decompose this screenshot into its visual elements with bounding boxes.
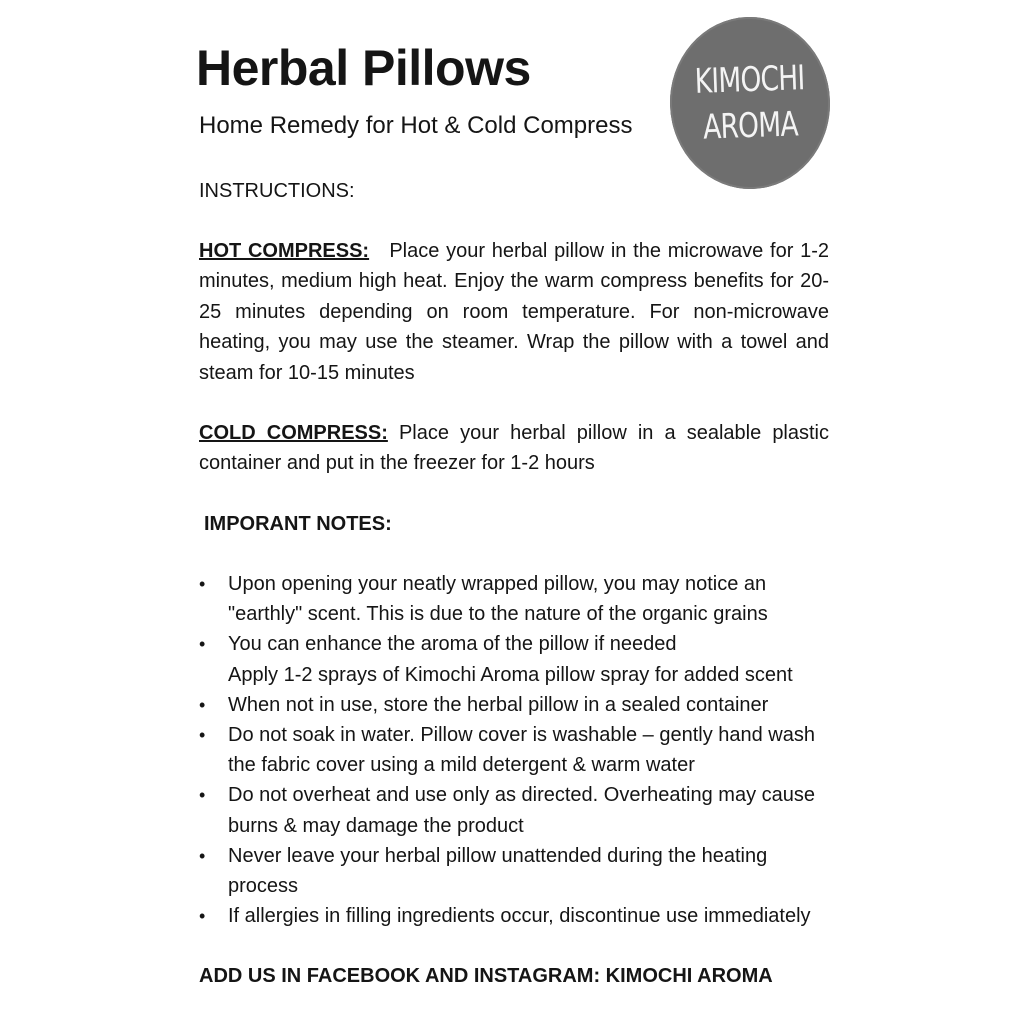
bullet-icon: • bbox=[199, 845, 206, 866]
note-line: Do not soak in water. Pillow cover is washable – gently hand wash bbox=[228, 724, 815, 747]
note-line: You can enhance the aroma of the pillow if needed bbox=[228, 633, 677, 656]
note-line: process bbox=[228, 875, 299, 898]
notes-list bbox=[199, 569, 839, 931]
note-line: Upon opening your neatly wrapped pillow, you may notice an bbox=[228, 573, 767, 595]
hot-compress-label: HOT COMPRESS: bbox=[199, 240, 370, 262]
kimochi-aroma-logo bbox=[667, 14, 833, 191]
list-item bbox=[199, 629, 839, 689]
cold-compress-paragraph bbox=[199, 418, 829, 479]
list-item bbox=[199, 569, 839, 629]
list-item bbox=[199, 720, 839, 780]
note-line: When not in use, store the herbal pillow in a sealed container bbox=[228, 693, 769, 716]
list-item bbox=[199, 780, 839, 840]
note-line: Do not overheat and use only as directed. Overheating may cause bbox=[228, 784, 816, 807]
notes-heading: IMPORANT NOTES: bbox=[204, 513, 392, 535]
note-line: If allergies in filling ingredients occur, discontinue use immediately bbox=[228, 905, 811, 928]
note-line: "earthly" scent. This is due to the nature of the organic grains bbox=[228, 603, 768, 626]
bullet-icon: • bbox=[199, 574, 206, 594]
bullet-icon: • bbox=[199, 694, 206, 715]
hot-compress-text: Place your herbal pillow in the microwave for 1-2 minutes, medium high heat. Enjoy the warm compress benefits for 20-25 minutes depending on room temperature. For non-microwave heating, you may use the steamer. Wrap the pillow with a towel and steam for 10-15 minutes bbox=[199, 240, 830, 384]
cold-compress-label: COLD COMPRESS: bbox=[199, 422, 388, 444]
note-line: Apply 1-2 sprays of Kimochi Aroma pillow spray for added scent bbox=[228, 663, 793, 686]
bullet-icon: • bbox=[199, 725, 206, 746]
bullet-icon: • bbox=[199, 785, 206, 806]
logo-line-2: AROMA bbox=[702, 104, 799, 148]
logo-line-1: KIMOCHI bbox=[693, 58, 805, 102]
note-line: the fabric cover using a mild detergent & warm water bbox=[228, 754, 695, 777]
bullet-icon: • bbox=[199, 634, 206, 655]
list-item bbox=[199, 841, 839, 901]
list-item bbox=[199, 901, 839, 931]
note-line: burns & may damage the product bbox=[228, 814, 524, 837]
list-item bbox=[199, 690, 839, 720]
page-title: Herbal Pillows bbox=[196, 40, 531, 96]
page-subtitle: Home Remedy for Hot & Cold Compress bbox=[199, 112, 633, 139]
bullet-icon: • bbox=[199, 906, 206, 927]
hot-compress-paragraph bbox=[199, 236, 829, 388]
cold-compress-text: Place your herbal pillow in a sealable plastic container and put in the freezer for 1-2 hours bbox=[199, 422, 830, 475]
instructions-heading: INSTRUCTIONS: bbox=[199, 180, 355, 202]
social-footer: ADD US IN FACEBOOK AND INSTAGRAM: KIMOCHI AROMA bbox=[199, 965, 773, 987]
note-line: Never leave your herbal pillow unattended during the heating bbox=[228, 844, 768, 867]
